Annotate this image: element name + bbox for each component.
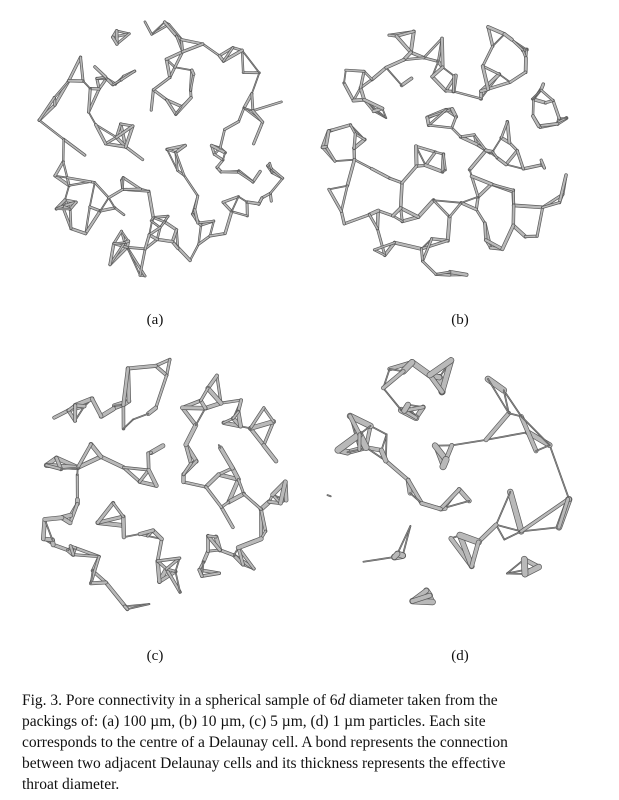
caption-line-4: between two adjacent Delaunay cells and its thickness represents the effective xyxy=(22,755,506,772)
bond xyxy=(476,209,485,223)
bond xyxy=(239,108,244,122)
bond xyxy=(461,135,475,137)
bond xyxy=(344,83,353,101)
bond xyxy=(73,555,99,557)
bond xyxy=(192,70,194,74)
caption-line-3: corresponds to the centre of a Delaunay cell. A bond represents the connection xyxy=(22,734,508,751)
bond xyxy=(397,36,411,52)
network-image-a xyxy=(28,12,300,284)
bond xyxy=(203,44,220,56)
bond xyxy=(402,78,412,85)
bond xyxy=(220,129,225,148)
bond xyxy=(390,178,402,182)
bond xyxy=(149,191,153,217)
bond xyxy=(126,147,143,160)
bond xyxy=(91,582,106,583)
bond xyxy=(223,202,232,211)
bond xyxy=(183,482,205,487)
bond xyxy=(217,160,223,167)
bond xyxy=(383,388,401,410)
bond xyxy=(252,73,260,94)
bond xyxy=(214,154,223,160)
bond xyxy=(95,67,106,77)
bond xyxy=(344,215,369,224)
bond xyxy=(426,165,443,171)
bond xyxy=(253,102,281,111)
bond xyxy=(344,70,346,83)
bond xyxy=(412,362,430,375)
bond xyxy=(472,542,479,566)
bond xyxy=(459,489,469,500)
bond xyxy=(550,445,569,499)
bond xyxy=(190,244,199,260)
bond xyxy=(346,70,364,71)
bond xyxy=(429,125,452,128)
bond xyxy=(270,178,282,193)
bond xyxy=(434,200,450,217)
bond xyxy=(70,209,71,228)
network-image-b xyxy=(304,12,592,284)
bond xyxy=(252,94,253,111)
bond xyxy=(201,388,208,400)
bond xyxy=(377,211,378,229)
bond xyxy=(332,125,351,130)
bond xyxy=(175,67,192,70)
network-image-c xyxy=(24,350,300,622)
bond xyxy=(225,212,232,234)
bond xyxy=(442,38,443,67)
network-svg-c xyxy=(24,350,300,622)
bond xyxy=(264,408,274,422)
bond xyxy=(372,68,386,80)
bond xyxy=(186,425,196,444)
bond xyxy=(434,200,462,203)
bond xyxy=(423,261,436,274)
bond xyxy=(506,151,517,165)
bond xyxy=(81,57,83,81)
bond xyxy=(497,158,506,165)
bond xyxy=(202,573,219,576)
bond xyxy=(89,112,96,125)
bond xyxy=(244,494,261,509)
bond xyxy=(158,539,162,561)
bond xyxy=(64,139,85,155)
bond xyxy=(238,539,261,548)
bond xyxy=(89,89,91,112)
bond xyxy=(114,243,125,244)
bond xyxy=(386,461,408,480)
bond xyxy=(401,183,402,208)
subfigure-label-b: (b) xyxy=(451,312,469,328)
bond xyxy=(327,495,330,496)
bond xyxy=(199,570,202,576)
bond xyxy=(523,165,542,169)
bond xyxy=(238,197,247,202)
bond xyxy=(397,32,414,37)
bond xyxy=(504,531,521,539)
bond xyxy=(45,518,62,520)
bond xyxy=(128,366,156,369)
bond xyxy=(264,445,276,461)
bond xyxy=(418,200,433,217)
bond xyxy=(109,198,115,208)
bond xyxy=(157,239,172,241)
bond xyxy=(69,57,81,81)
bond xyxy=(461,203,476,210)
bond xyxy=(109,190,123,198)
bond xyxy=(242,50,259,72)
bond xyxy=(411,32,414,53)
bond xyxy=(329,189,341,211)
bond xyxy=(172,230,176,242)
bond xyxy=(182,408,195,425)
bond xyxy=(426,152,436,165)
bond xyxy=(153,90,166,100)
bond xyxy=(123,178,140,189)
bond xyxy=(537,207,543,236)
bond xyxy=(507,122,509,143)
bond xyxy=(71,229,86,234)
bond xyxy=(145,22,152,35)
bond xyxy=(101,409,113,416)
bond xyxy=(454,91,481,98)
bond xyxy=(151,446,163,453)
bond xyxy=(115,208,124,215)
bond xyxy=(341,186,347,212)
bond xyxy=(67,178,90,182)
bond xyxy=(254,122,263,144)
bond xyxy=(476,197,478,210)
bond xyxy=(127,247,140,275)
bond xyxy=(125,606,128,609)
bond xyxy=(55,162,63,176)
subfigure-label-d: (d) xyxy=(451,648,469,664)
bond xyxy=(106,137,117,143)
bond xyxy=(221,507,232,527)
bond xyxy=(181,40,202,44)
bond xyxy=(402,166,417,183)
bond xyxy=(541,90,553,100)
bond xyxy=(341,211,344,223)
network-svg-d xyxy=(300,350,592,622)
bond xyxy=(225,122,239,130)
bond xyxy=(483,46,493,66)
bond xyxy=(450,272,466,275)
bond xyxy=(65,185,69,200)
bond xyxy=(54,410,68,417)
caption-line-2: packings of: (a) 100 µm, (b) 10 µm, (c) 5 µm, (d) 1 µm particles. Each site xyxy=(22,713,486,730)
bond xyxy=(510,72,525,82)
bond xyxy=(91,444,101,456)
bond xyxy=(502,226,513,250)
bond xyxy=(443,460,446,467)
bond xyxy=(539,124,558,126)
bond xyxy=(148,453,149,470)
bond xyxy=(478,525,496,542)
bond xyxy=(238,479,243,493)
bond xyxy=(395,243,422,249)
bond xyxy=(335,160,355,161)
bond xyxy=(156,366,167,376)
bond xyxy=(195,196,198,210)
bond xyxy=(514,205,543,207)
bond xyxy=(448,217,450,241)
bond xyxy=(432,77,446,91)
bond xyxy=(223,153,225,160)
bond xyxy=(478,184,491,197)
network-svg-a xyxy=(28,12,300,284)
bond xyxy=(536,445,550,451)
bond xyxy=(493,34,505,46)
bond xyxy=(329,186,347,190)
bond xyxy=(450,203,462,217)
bond xyxy=(452,117,456,128)
bond xyxy=(95,183,109,198)
bond xyxy=(101,457,124,468)
bond xyxy=(208,536,216,537)
bond xyxy=(533,99,545,102)
bond xyxy=(238,412,240,426)
bond xyxy=(114,231,122,243)
bond xyxy=(354,134,355,148)
bond xyxy=(386,60,404,68)
bond xyxy=(524,559,525,574)
bond xyxy=(242,50,243,72)
bond xyxy=(148,408,155,414)
bond xyxy=(210,233,225,235)
bond xyxy=(184,175,198,196)
bond xyxy=(513,226,525,237)
bond xyxy=(83,81,90,89)
bond xyxy=(386,68,402,86)
bond xyxy=(165,22,177,36)
bond xyxy=(123,517,124,537)
bond xyxy=(90,183,95,207)
bond xyxy=(220,448,232,468)
bond xyxy=(106,79,112,85)
bond xyxy=(371,169,389,179)
bond xyxy=(153,77,169,89)
bond xyxy=(247,202,259,204)
subfigure-label-a: (a) xyxy=(146,312,164,328)
bond xyxy=(416,146,417,166)
bond xyxy=(452,128,461,137)
bond xyxy=(424,58,438,62)
network-svg-b xyxy=(304,12,592,284)
bond xyxy=(124,534,140,537)
bond xyxy=(196,408,206,425)
bond xyxy=(206,475,219,487)
bond xyxy=(553,100,559,118)
bond xyxy=(421,249,422,261)
bond xyxy=(505,34,512,39)
bond xyxy=(92,399,101,417)
bond xyxy=(404,405,408,411)
bond xyxy=(496,492,510,525)
bond xyxy=(39,120,64,139)
bond xyxy=(127,247,145,249)
bond xyxy=(512,40,523,50)
bond xyxy=(270,163,272,168)
bond xyxy=(517,151,523,169)
bond xyxy=(422,503,441,509)
bond xyxy=(533,116,539,126)
subfigure-label-c: (c) xyxy=(146,648,164,664)
bond xyxy=(354,160,371,169)
bond xyxy=(43,519,44,538)
bond xyxy=(156,375,167,408)
bond xyxy=(183,44,203,52)
bond xyxy=(470,150,486,169)
figure-caption xyxy=(22,690,600,795)
bond xyxy=(99,79,106,89)
bond xyxy=(221,400,241,403)
bond xyxy=(394,554,397,557)
bond xyxy=(181,40,182,52)
bond xyxy=(232,212,248,216)
bond xyxy=(250,428,263,445)
bond xyxy=(510,492,521,531)
bond xyxy=(323,147,326,148)
bond xyxy=(151,221,160,228)
bond xyxy=(485,223,486,240)
bond xyxy=(452,440,486,446)
bond xyxy=(443,67,454,75)
bond xyxy=(393,208,401,216)
bond xyxy=(488,379,504,390)
bond xyxy=(63,162,67,178)
bond xyxy=(401,208,419,217)
bond xyxy=(363,557,394,562)
bond xyxy=(238,172,253,182)
bond xyxy=(165,222,177,230)
bond xyxy=(378,211,393,216)
bond xyxy=(461,197,478,203)
network-image-d xyxy=(300,350,592,622)
bond xyxy=(361,88,365,100)
bond xyxy=(206,487,221,507)
bond xyxy=(347,160,354,186)
bond xyxy=(133,414,148,420)
bond xyxy=(493,138,502,152)
caption-line-1: Fig. 3. Pore connectivity in a spherical sample of 6d diameter taken from the xyxy=(22,692,498,709)
caption-line-5: throat diameter. xyxy=(22,776,120,793)
bond xyxy=(113,503,123,517)
bond xyxy=(151,90,153,110)
bond xyxy=(123,178,124,190)
bond xyxy=(253,171,260,182)
